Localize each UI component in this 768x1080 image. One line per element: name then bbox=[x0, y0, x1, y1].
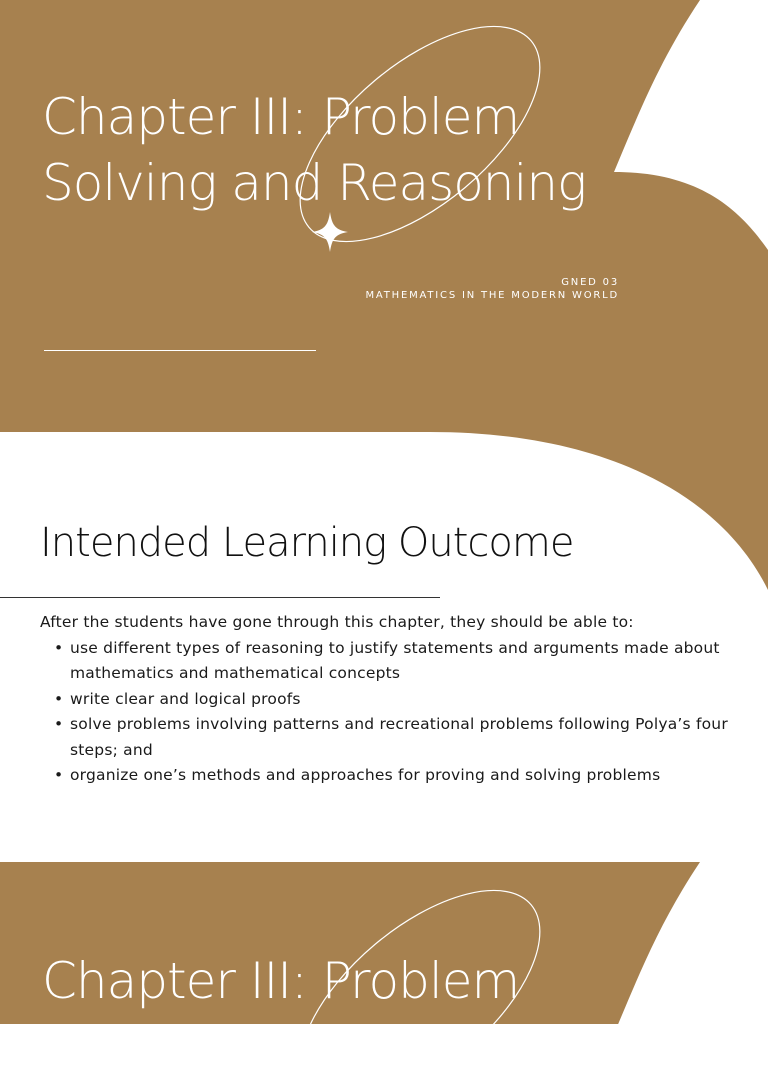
course-info bbox=[365, 276, 619, 302]
outcome-heading: Intended Learning Outcome bbox=[40, 520, 574, 566]
brown-curve-shape bbox=[0, 432, 768, 590]
outcome-intro: After the students have gone through this chapter, they should be able to: bbox=[40, 613, 634, 631]
outcome-item bbox=[54, 636, 730, 687]
heading-underline bbox=[0, 597, 440, 598]
chapter-title bbox=[42, 948, 586, 1080]
chapter-title-line-2: Solving and Reasoning bbox=[42, 1018, 587, 1076]
outcome-text: use different types of reasoning to justify statements and arguments made about mathematics and mathematical concepts bbox=[70, 638, 720, 682]
divider-line bbox=[44, 350, 316, 351]
chapter-title-line-2: Solving and Reasoning bbox=[42, 154, 587, 212]
course-code: GNED 03 bbox=[561, 277, 619, 288]
outcome-text: solve problems involving patterns and recreational problems following Polya’s four steps; and bbox=[70, 715, 728, 759]
chapter-title-line-1: Chapter III: Problem bbox=[42, 952, 520, 1010]
outcome-item bbox=[54, 687, 730, 713]
chapter-title-line-1: Chapter III: Problem bbox=[42, 88, 520, 146]
white-curve-shape bbox=[614, 0, 768, 250]
course-name: MATHEMATICS IN THE MODERN WORLD bbox=[365, 290, 619, 301]
outcome-item bbox=[54, 712, 730, 763]
bullet-icon: • bbox=[54, 766, 64, 784]
bullet-icon: • bbox=[54, 689, 64, 708]
title-slide bbox=[0, 0, 768, 432]
white-curve-shape bbox=[614, 862, 768, 1034]
bullet-icon: • bbox=[54, 715, 64, 733]
slide-decoration bbox=[0, 0, 768, 432]
outcome-body bbox=[40, 610, 730, 789]
bullet-icon: • bbox=[54, 638, 64, 657]
outcome-item bbox=[54, 763, 730, 789]
sparkle-icon bbox=[312, 212, 348, 252]
outcome-list bbox=[40, 636, 730, 789]
outcome-text: organize one’s methods and approaches for proving and solving problems bbox=[70, 766, 661, 784]
outcome-text: write clear and logical proofs bbox=[70, 689, 301, 708]
title-slide-repeat bbox=[0, 862, 768, 1076]
chapter-title bbox=[42, 84, 586, 216]
